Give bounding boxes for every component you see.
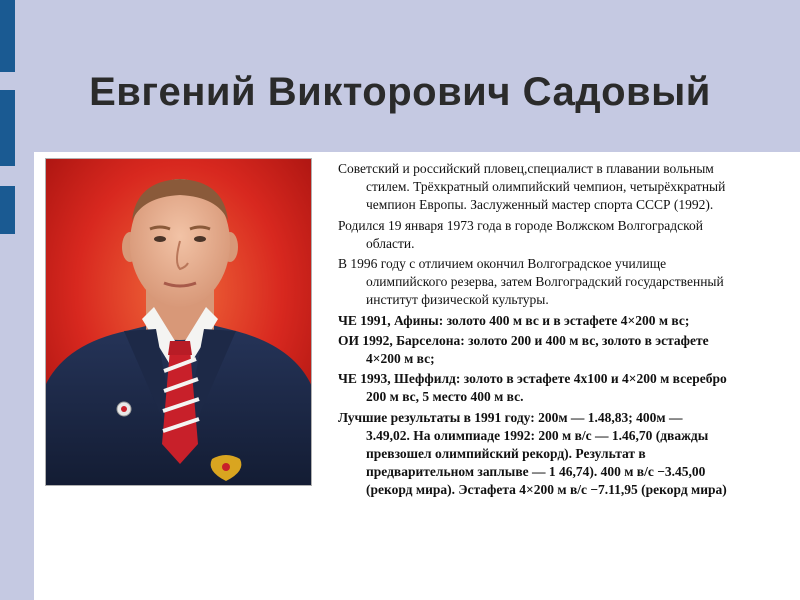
accent-block: [0, 186, 15, 234]
biography-paragraph: В 1996 году с отличием окончил Волгоградское училище олимпийского резерва, затем Волгоградский государственный институт физической культуры.: [338, 256, 724, 308]
biography-paragraph: ЧЕ 1991, Афины: золото 400 м вс и в эстафете 4×200 м вс;: [338, 312, 690, 328]
biography-text: [338, 160, 728, 502]
biography-paragraph: ЧЕ 1993, Шеффилд: золото в эстафете 4х100 и 4×200 м всеребро 200 м вс, 5 место 400 м вс.: [338, 371, 727, 405]
biography-paragraph: ОИ 1992, Барселона: золото 200 и 400 м вс, золото в эстафете 4×200 м вс;: [338, 332, 709, 367]
biography-paragraph: Лучшие результаты в 1991 году: 200м — 1.48,83; 400м — 3.49,02. На олимпиаде 1992: 200 м в/с — 1.46,70 (дважды превзошел олимпийский рекорд). Результат в предварительном заплыве — 1 46,74). 400 м в/с −3.45,00 (рекорд мира). Эстафета 4×200 м в/с −7.11,95 (рекорд мира): [338, 409, 727, 498]
biography-paragraph: Советский и российский пловец,специалист в плавании вольным стилем. Трёхкратный олимпийский чемпион, четырёхкратный чемпион Европы. Заслуженный мастер спорта СССР (1992).: [338, 161, 726, 213]
accent-block: [0, 0, 15, 72]
biography-paragraph: Родился 19 января 1973 года в городе Волжском Волгоградской области.: [338, 217, 703, 251]
portrait-illustration: [46, 159, 312, 486]
slide-title: Евгений Викторович Садовый: [89, 70, 711, 114]
portrait-photo: [45, 158, 312, 486]
